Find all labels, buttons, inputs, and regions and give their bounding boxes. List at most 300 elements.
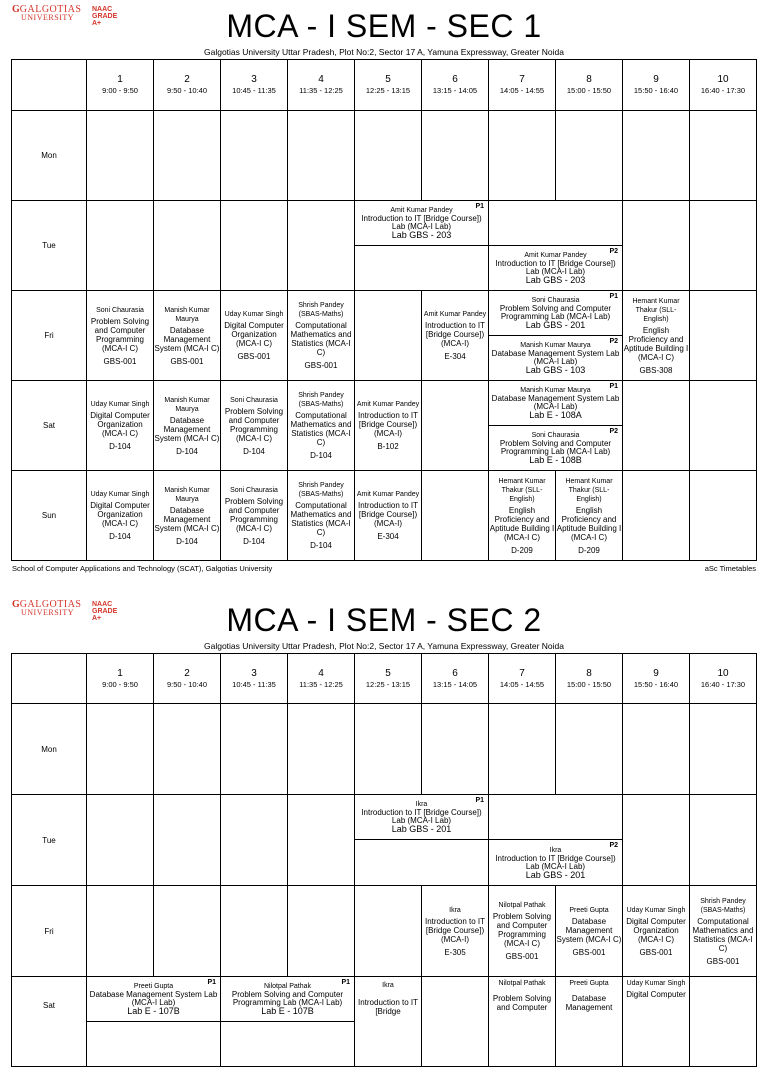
class-session bbox=[355, 381, 422, 471]
day-row-fri bbox=[12, 291, 757, 336]
empty-slot bbox=[623, 111, 690, 201]
empty-slot bbox=[422, 381, 489, 471]
lab-session bbox=[355, 201, 489, 246]
period-header bbox=[623, 60, 690, 111]
subject-name: Database Management System Lab (MCA-I Lab) bbox=[491, 349, 620, 366]
day-row-mon bbox=[12, 111, 757, 201]
teacher-name: Manish Kumar Maurya bbox=[520, 342, 591, 349]
naac-text: NAAC bbox=[92, 601, 113, 608]
period-time: 15:00 - 15:50 bbox=[566, 679, 612, 689]
empty-slot bbox=[556, 111, 623, 201]
subject-name: Database Management System Lab (MCA-I Lab) bbox=[491, 394, 620, 411]
room: D-104 bbox=[310, 451, 332, 460]
subject-name: Computational Mathematics and Statistics (MCA-I C) bbox=[290, 501, 352, 537]
lab-session bbox=[489, 246, 623, 291]
lab-session bbox=[489, 336, 623, 381]
period-time: 9:00 - 9:50 bbox=[102, 679, 138, 689]
period-number: 8 bbox=[586, 667, 592, 679]
teacher-name: Soni Chaurasia bbox=[96, 306, 144, 314]
day-label: Sat bbox=[12, 977, 87, 1067]
empty-slot bbox=[154, 201, 221, 291]
class-session bbox=[288, 381, 355, 471]
period-header bbox=[690, 60, 757, 111]
teacher-name: Ikra bbox=[382, 982, 394, 989]
teacher-name: Ikra bbox=[415, 801, 428, 808]
period-time: 14:05 - 14:55 bbox=[499, 679, 545, 689]
empty-slot bbox=[288, 886, 355, 977]
subject-name: Introduction to IT [Bridge Course]) (MCA-I) bbox=[357, 501, 419, 528]
teacher-name: Hemant Kumar Thakur (SLL-English) bbox=[498, 477, 546, 503]
group-tag: P1 bbox=[609, 383, 618, 390]
period-time: 12:25 - 13:15 bbox=[365, 86, 411, 95]
teacher-name: Preeti Gupta bbox=[569, 980, 609, 987]
day-label: Sun bbox=[12, 471, 87, 561]
empty-slot bbox=[690, 471, 757, 561]
class-session bbox=[221, 381, 288, 471]
teacher-name: Manish Kumar Maurya bbox=[164, 396, 210, 413]
empty-slot bbox=[87, 795, 154, 886]
day-row-sat bbox=[12, 977, 757, 1022]
group-tag: P2 bbox=[609, 428, 618, 435]
subject-name: Database Management System (MCA-I C) bbox=[154, 415, 220, 443]
period-number: 10 bbox=[717, 667, 729, 679]
empty-slot bbox=[623, 704, 690, 795]
day-row-sun bbox=[12, 471, 757, 561]
class-session bbox=[288, 291, 355, 381]
teacher-name: Hemant Kumar Thakur (SLL-English) bbox=[632, 297, 680, 323]
room: D-209 bbox=[578, 545, 600, 555]
subject-name: Problem Solving and Computer Programming Lab (MCA-I Lab) bbox=[499, 304, 612, 321]
timetable-sec1 bbox=[11, 59, 757, 561]
period-number: 1 bbox=[117, 74, 123, 85]
teacher-name: Manish Kumar Maurya bbox=[164, 306, 210, 323]
day-row-sat bbox=[12, 381, 757, 426]
lab-session bbox=[489, 381, 623, 426]
class-session bbox=[355, 471, 422, 561]
room: D-104 bbox=[176, 446, 198, 456]
period-time: 13:15 - 14:05 bbox=[432, 86, 478, 95]
subject-name: Introduction to IT [Bridge Course]) Lab (MCA-I Lab) bbox=[495, 853, 616, 871]
logo-sub: UNIVERSITY bbox=[21, 608, 74, 617]
room: GBS-001 bbox=[237, 352, 271, 361]
corner-cell bbox=[12, 654, 87, 704]
class-session bbox=[556, 471, 623, 561]
teacher-name: Amit Kumar Pandey bbox=[390, 207, 453, 214]
teacher-name: Soni Chaurasia bbox=[531, 432, 580, 439]
logo-initial: G bbox=[12, 4, 20, 15]
subject-name: Database Management System (MCA-I C) bbox=[556, 916, 622, 944]
empty-slot bbox=[422, 111, 489, 201]
period-number: 4 bbox=[318, 74, 324, 85]
room: GBS-001 bbox=[170, 356, 204, 366]
subject-name: English Proficiency and Aptitude Building I (MCA-I C) bbox=[623, 325, 689, 362]
teacher-name: Nilotpal Pathak bbox=[498, 902, 546, 909]
room: Lab E - 108A bbox=[529, 410, 582, 420]
class-session bbox=[288, 471, 355, 561]
period-header bbox=[355, 654, 422, 704]
period-time: 9:50 - 10:40 bbox=[166, 86, 208, 95]
lab-session bbox=[489, 840, 623, 886]
period-header bbox=[87, 654, 154, 704]
room: E-304 bbox=[444, 352, 466, 361]
day-label: Tue bbox=[12, 795, 87, 886]
period-time: 11:35 - 12:25 bbox=[299, 679, 343, 689]
day-label: Fri bbox=[12, 886, 87, 977]
empty-slot bbox=[489, 795, 623, 840]
day-row-tue bbox=[12, 795, 757, 840]
teacher-name: Ikra bbox=[449, 906, 461, 914]
empty-slot bbox=[221, 704, 288, 795]
day-label: Mon bbox=[12, 111, 87, 201]
period-number: 3 bbox=[251, 74, 257, 85]
empty-slot bbox=[154, 111, 221, 201]
empty-slot bbox=[355, 886, 422, 977]
period-number: 6 bbox=[452, 74, 458, 85]
day-row-tue bbox=[12, 201, 757, 246]
empty-slot bbox=[355, 246, 489, 291]
room: D-104 bbox=[109, 442, 131, 451]
empty-slot bbox=[355, 111, 422, 201]
subject-name: Digital Computer Organization (MCA-I C) bbox=[90, 411, 150, 438]
empty-slot bbox=[87, 886, 154, 977]
class-session bbox=[87, 381, 154, 471]
empty-slot bbox=[87, 1022, 221, 1067]
teacher-name: Shrish Pandey (SBAS-Maths) bbox=[298, 482, 344, 498]
period-time: 14:05 - 14:55 bbox=[499, 86, 545, 95]
period-header bbox=[556, 654, 623, 704]
timetable-sec2 bbox=[11, 653, 757, 1067]
empty-slot bbox=[288, 795, 355, 886]
lab-session bbox=[355, 795, 489, 840]
room: D-104 bbox=[310, 541, 332, 550]
class-session bbox=[87, 291, 154, 381]
class-session bbox=[221, 291, 288, 381]
teacher-name: Uday Kumar Singh bbox=[90, 401, 150, 408]
group-tag: P2 bbox=[609, 842, 618, 849]
teacher-name: Amit Kumar Pandey bbox=[356, 401, 420, 408]
subject-name: Introduction to IT [Bridge Course]) (MCA-I) bbox=[424, 916, 486, 944]
page-title: MCA - I SEM - SEC 2 bbox=[226, 602, 542, 638]
empty-slot bbox=[221, 201, 288, 291]
subject-name: Introduction to IT [Bridge Course]) (MCA-I) bbox=[357, 411, 419, 438]
room: GBS-001 bbox=[304, 361, 338, 370]
empty-slot bbox=[221, 886, 288, 977]
period-time: 16:40 - 17:30 bbox=[700, 86, 746, 95]
day-label: Sat bbox=[12, 381, 87, 471]
period-header bbox=[154, 60, 221, 111]
teacher-name: Uday Kumar Singh bbox=[626, 980, 686, 987]
empty-slot bbox=[422, 471, 489, 561]
teacher-name: Nilotpal Pathak bbox=[263, 983, 312, 990]
class-session bbox=[355, 977, 422, 1067]
period-number: 3 bbox=[251, 667, 257, 679]
empty-slot bbox=[623, 795, 690, 886]
empty-slot bbox=[221, 795, 288, 886]
teacher-name: Amit Kumar Pandey bbox=[524, 252, 587, 259]
teacher-name: Ikra bbox=[549, 846, 562, 854]
lab-session bbox=[489, 291, 623, 336]
class-session bbox=[556, 977, 623, 1067]
period-time: 16:40 - 17:30 bbox=[700, 679, 746, 689]
class-session bbox=[489, 977, 556, 1067]
period-number: 10 bbox=[717, 74, 729, 85]
period-number: 7 bbox=[519, 667, 525, 679]
grade-text: GRADE A+ bbox=[92, 608, 118, 622]
group-tag: P1 bbox=[609, 293, 618, 300]
empty-slot bbox=[623, 201, 690, 291]
empty-slot bbox=[355, 291, 422, 381]
teacher-name: Soni Chaurasia bbox=[230, 396, 278, 404]
period-header bbox=[154, 654, 221, 704]
room: D-104 bbox=[176, 536, 198, 546]
room: D-104 bbox=[243, 536, 265, 546]
empty-slot bbox=[154, 704, 221, 795]
logo-name: GALGOTIAS bbox=[19, 599, 82, 610]
subject-name: Problem Solving and Computer Programming Lab (MCA-I Lab) bbox=[499, 439, 612, 456]
period-time: 9:00 - 9:50 bbox=[102, 86, 138, 95]
period-header bbox=[690, 654, 757, 704]
empty-slot bbox=[556, 704, 623, 795]
period-header bbox=[422, 654, 489, 704]
period-number: 9 bbox=[653, 74, 659, 85]
class-session bbox=[221, 471, 288, 561]
header-row bbox=[12, 654, 757, 704]
lab-session bbox=[87, 977, 221, 1022]
period-header bbox=[489, 60, 556, 111]
footer-school: School of Computer Applications and Technology (SCAT), Galgotias University bbox=[12, 564, 273, 573]
grade-text: GRADE A+ bbox=[92, 13, 118, 27]
empty-slot bbox=[87, 201, 154, 291]
room: Lab E - 107B bbox=[127, 1006, 180, 1016]
teacher-name: Manish Kumar Maurya bbox=[520, 387, 591, 394]
period-number: 7 bbox=[519, 74, 525, 85]
subject-name: Problem Solving and Computer Programming (MCA-I C) bbox=[224, 496, 284, 533]
class-session bbox=[489, 886, 556, 977]
empty-slot bbox=[355, 840, 489, 886]
header-row bbox=[12, 60, 757, 111]
subject-name: Digital Computer Organization (MCA-I C) bbox=[90, 501, 150, 528]
address: Galgotias University Uttar Pradesh, Plot No:2, Sector 17 A, Yamuna Expressway, Greater Noida bbox=[204, 641, 564, 651]
empty-slot bbox=[87, 704, 154, 795]
empty-slot bbox=[154, 795, 221, 886]
subject-name: Introduction to IT [Bridge Course]) Lab (MCA-I Lab) bbox=[361, 214, 482, 231]
subject-name: Problem Solving and Computer Programming (MCA-I C) bbox=[224, 406, 284, 443]
subject-name: Computational Mathematics and Statistics (MCA-I C) bbox=[692, 916, 754, 953]
empty-slot bbox=[489, 111, 556, 201]
subject-name: English Proficiency and Aptitude Building I (MCA-I C) bbox=[489, 505, 555, 542]
period-header bbox=[623, 654, 690, 704]
room: Lab GBS - 201 bbox=[391, 824, 452, 834]
group-tag: P2 bbox=[609, 338, 618, 345]
subject-name: Introduction to IT [Bridge bbox=[357, 998, 419, 1016]
room: D-104 bbox=[243, 446, 265, 456]
teacher-name: Soni Chaurasia bbox=[230, 486, 278, 494]
group-tag: P1 bbox=[341, 979, 350, 986]
subject-name: Database Management System (MCA-I C) bbox=[154, 325, 220, 353]
period-header bbox=[489, 654, 556, 704]
empty-slot bbox=[690, 704, 757, 795]
period-header bbox=[355, 60, 422, 111]
teacher-name: Preeti Gupta bbox=[133, 983, 174, 990]
group-tag: P1 bbox=[207, 979, 216, 986]
period-number: 1 bbox=[117, 667, 123, 679]
day-label: Tue bbox=[12, 201, 87, 291]
empty-slot bbox=[422, 704, 489, 795]
class-session bbox=[623, 977, 690, 1067]
room: GBS-308 bbox=[639, 365, 673, 375]
logo-name: GALGOTIAS bbox=[19, 4, 82, 15]
room: GBS-001 bbox=[572, 947, 606, 957]
teacher-name: Shrish Pandey (SBAS-Maths) bbox=[700, 897, 746, 914]
class-session bbox=[422, 886, 489, 977]
period-time: 15:50 - 16:40 bbox=[633, 86, 679, 95]
empty-slot bbox=[690, 795, 757, 886]
period-header bbox=[556, 60, 623, 111]
group-tag: P1 bbox=[475, 203, 484, 210]
empty-slot bbox=[690, 381, 757, 471]
room: GBS-001 bbox=[706, 956, 740, 966]
teacher-name: Amit Kumar Pandey bbox=[356, 491, 420, 498]
subject-name: Database Management System (MCA-I C) bbox=[154, 505, 220, 533]
empty-slot bbox=[489, 201, 623, 246]
day-label: Fri bbox=[12, 291, 87, 381]
class-session bbox=[87, 471, 154, 561]
empty-slot bbox=[221, 1022, 355, 1067]
period-time: 10:45 - 11:35 bbox=[232, 679, 276, 689]
empty-slot bbox=[87, 111, 154, 201]
empty-slot bbox=[690, 977, 757, 1067]
class-session bbox=[623, 291, 690, 381]
day-row-fri bbox=[12, 886, 757, 977]
period-header bbox=[221, 60, 288, 111]
subject-name: Problem Solving and Computer Programming (MCA-I C) bbox=[90, 316, 150, 353]
class-session bbox=[690, 886, 757, 977]
room: D-209 bbox=[511, 545, 533, 555]
address: Galgotias University Uttar Pradesh, Plot No:2, Sector 17 A, Yamuna Expressway, Greater Noida bbox=[204, 47, 564, 57]
class-session bbox=[154, 381, 221, 471]
room: GBS-001 bbox=[103, 356, 137, 366]
subject-name: Database Management System Lab (MCA-I Lab) bbox=[89, 990, 218, 1007]
period-header bbox=[288, 654, 355, 704]
period-number: 5 bbox=[385, 74, 391, 85]
period-number: 8 bbox=[586, 74, 592, 85]
subject-name: Digital Computer bbox=[626, 990, 686, 999]
footer-credit: aSc Timetables bbox=[704, 564, 756, 573]
period-number: 5 bbox=[385, 667, 391, 679]
room: Lab GBS - 201 bbox=[525, 320, 586, 330]
empty-slot bbox=[623, 381, 690, 471]
empty-slot bbox=[288, 704, 355, 795]
subject-name: Problem Solving and Computer Programming (MCA-I C) bbox=[492, 912, 552, 948]
period-header bbox=[288, 60, 355, 111]
period-time: 11:35 - 12:25 bbox=[299, 86, 343, 95]
period-time: 10:45 - 11:35 bbox=[232, 86, 276, 95]
day-row-mon bbox=[12, 704, 757, 795]
room: B-102 bbox=[377, 442, 399, 451]
period-time: 13:15 - 14:05 bbox=[432, 679, 478, 689]
teacher-name: Shrish Pandey (SBAS-Maths) bbox=[298, 302, 344, 318]
period-number: 2 bbox=[184, 74, 190, 85]
subject-name: Introduction to IT [Bridge Course]) Lab (MCA-I Lab) bbox=[495, 259, 616, 276]
subject-name: Database Management bbox=[565, 994, 613, 1012]
period-time: 15:00 - 15:50 bbox=[566, 86, 612, 95]
class-session bbox=[489, 471, 556, 561]
teacher-name: Soni Chaurasia bbox=[531, 297, 580, 304]
subject-name: English Proficiency and Aptitude Building I (MCA-I C) bbox=[556, 505, 622, 542]
day-label: Mon bbox=[12, 704, 87, 795]
teacher-name: Hemant Kumar Thakur (SLL-English) bbox=[565, 477, 613, 503]
room: Lab GBS - 201 bbox=[525, 869, 586, 880]
room: Lab E - 108B bbox=[529, 455, 582, 465]
empty-slot bbox=[690, 291, 757, 381]
subject-name: Digital Computer Organization (MCA-I C) bbox=[626, 916, 686, 944]
period-header bbox=[221, 654, 288, 704]
teacher-name: Manish Kumar Maurya bbox=[164, 486, 210, 503]
subject-name: Problem Solving and Computer Programming Lab (MCA-I Lab) bbox=[231, 990, 344, 1007]
class-session bbox=[154, 471, 221, 561]
lab-session bbox=[221, 977, 355, 1022]
subject-name: Problem Solving and Computer bbox=[492, 994, 552, 1012]
naac-text: NAAC bbox=[92, 6, 113, 13]
empty-slot bbox=[288, 201, 355, 291]
corner-cell bbox=[12, 60, 87, 111]
period-time: 12:25 - 13:15 bbox=[365, 679, 411, 689]
subject-name: Introduction to IT [Bridge Course]) Lab (MCA-I Lab) bbox=[361, 808, 482, 825]
empty-slot bbox=[690, 201, 757, 291]
class-session bbox=[154, 291, 221, 381]
page-title: MCA - I SEM - SEC 1 bbox=[226, 8, 542, 44]
empty-slot bbox=[623, 471, 690, 561]
subject-name: Introduction to IT [Bridge Course]) (MCA-I) bbox=[424, 321, 486, 348]
period-number: 2 bbox=[184, 667, 190, 679]
empty-slot bbox=[422, 977, 489, 1067]
teacher-name: Uday Kumar Singh bbox=[626, 906, 686, 914]
empty-slot bbox=[690, 111, 757, 201]
period-number: 6 bbox=[452, 667, 458, 679]
room: Lab GBS - 203 bbox=[525, 275, 586, 285]
room: E-305 bbox=[444, 947, 466, 957]
logo-sub: UNIVERSITY bbox=[21, 13, 74, 22]
teacher-name: Nilotpal Pathak bbox=[498, 980, 546, 987]
room: GBS-001 bbox=[505, 952, 539, 961]
room: Lab GBS - 203 bbox=[391, 230, 452, 240]
group-tag: P2 bbox=[609, 248, 618, 255]
class-session bbox=[556, 886, 623, 977]
teacher-name: Shrish Pandey (SBAS-Maths) bbox=[298, 392, 344, 408]
period-header bbox=[87, 60, 154, 111]
room: GBS-001 bbox=[639, 947, 673, 957]
empty-slot bbox=[489, 704, 556, 795]
subject-name: Computational Mathematics and Statistics (MCA-I C) bbox=[290, 411, 352, 447]
lab-session bbox=[489, 426, 623, 471]
empty-slot bbox=[288, 111, 355, 201]
period-time: 9:50 - 10:40 bbox=[166, 679, 208, 689]
empty-slot bbox=[355, 704, 422, 795]
class-session bbox=[422, 291, 489, 381]
empty-slot bbox=[154, 886, 221, 977]
logo-initial: G bbox=[12, 599, 20, 610]
teacher-name: Amit Kumar Pandey bbox=[423, 311, 487, 318]
room: Lab E - 107B bbox=[261, 1006, 314, 1016]
teacher-name: Preeti Gupta bbox=[569, 906, 609, 914]
period-number: 4 bbox=[318, 667, 324, 679]
period-time: 15:50 - 16:40 bbox=[633, 679, 679, 689]
subject-name: Computational Mathematics and Statistics (MCA-I C) bbox=[290, 321, 352, 357]
class-session bbox=[623, 886, 690, 977]
empty-slot bbox=[221, 111, 288, 201]
subject-name: Digital Computer Organization (MCA-I C) bbox=[224, 321, 284, 348]
room: D-104 bbox=[109, 532, 131, 541]
